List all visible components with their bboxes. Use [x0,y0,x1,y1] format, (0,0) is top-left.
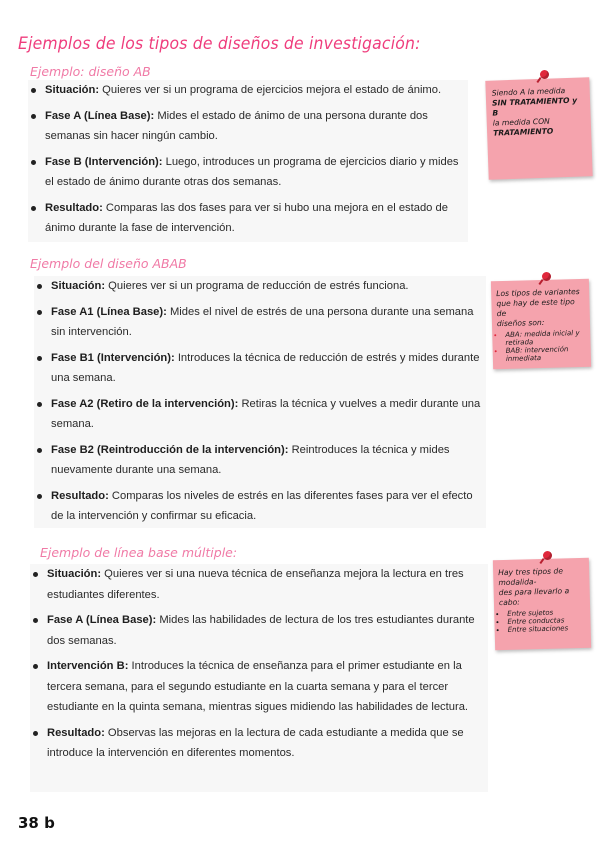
list-item: Intervención B: Introduces la técnica de enseñanza para el primer estudiante en la tercera semana, para el segundo estudiante en la cuarta semana y para el tercer estudiante en la quinta semana, mientras sigues midiendo las habilidades de lectura. [30,656,488,718]
list-item: Fase A (Línea Base): Mides el estado de ánimo de una persona durante dos semanas sin hacer ningún cambio. [28,106,468,147]
section-ab [28,80,468,242]
note-line: Siendo A la medida [491,86,566,98]
list-item: Fase A1 (Línea Base): Mides el nivel de estrés de una persona durante una semana sin intervención. [34,302,486,343]
pushpin-icon [543,551,552,560]
section-heading-ab: Ejemplo: diseño AB [30,64,151,79]
note-line: TRATAMIENTO [492,126,554,138]
list-item: Fase A2 (Retiro de la intervención): Retiras la técnica y vuelves a medir durante una semana. [34,394,486,435]
note-line: des para llevarlo a cabo: [498,586,570,608]
pushpin-icon [540,70,549,79]
list-item: Resultado: Observas las mejoras en la lectura de cada estudiante a medida que se introduce la intervención en diferentes momentos. [30,723,488,764]
list-item: Fase B2 (Reintroducción de la intervención): Reintroduces la técnica y mides nuevamente durante una semana. [34,440,486,481]
note-line: SIN TRATAMIENTO y B [491,95,578,118]
note-line: diseños son: [496,317,545,329]
note-line: la medida CON [492,116,550,128]
note-bullet: • Entre conductas [507,616,585,626]
section-heading-abab: Ejemplo del diseño ABAB [30,256,187,271]
list-item: Situación: Quieres ver si un programa de ejercicios mejora el estado de ánimo. [28,80,468,101]
page-number: 38 b [18,814,55,832]
note-bullet: • BAB: intervención inmediata [506,345,586,363]
sticky-note-abab [491,279,591,370]
note-bullet: • Entre sujetos [507,608,585,618]
note-line: que hay de este tipo de [496,297,575,319]
note-bullet: • ABA: medida inicial y retirada [505,329,585,347]
section-abab [34,276,486,528]
page-title: Ejemplos de los tipos de diseños de investigación: [18,34,421,54]
list-item: Situación: Quieres ver si un programa de reducción de estrés funciona. [34,276,486,297]
list-item: Resultado: Comparas los niveles de estrés en las diferentes fases para ver el efecto de la intervención y confirmar su eficacia. [34,486,486,527]
list-item: Resultado: Comparas las dos fases para ver si hubo una mejora en el estado de ánimo durante la fase de intervención. [28,198,468,239]
sticky-note-multiple-baseline [493,558,591,650]
pushpin-icon [542,272,551,281]
list-item: Fase B (Intervención): Luego, introduces un programa de ejercicios diario y mides el estado de ánimo durante otras dos semanas. [28,152,468,193]
note-bullet: • Entre situaciones [508,624,586,634]
list-item: Situación: Quieres ver si una nueva técnica de enseñanza mejora la lectura en tres estudiantes diferentes. [30,564,488,605]
list-item: Fase A (Línea Base): Mides las habilidades de lectura de los tres estudiantes durante dos semanas. [30,610,488,651]
note-line: Los tipos de variantes [496,286,580,299]
section-multiple-baseline [30,564,488,792]
list-item: Fase B1 (Intervención): Introduces la técnica de reducción de estrés y mides durante una semana. [34,348,486,389]
note-line: Hay tres tipos de modalida- [498,566,564,588]
section-heading-multiple-baseline: Ejemplo de línea base múltiple: [40,545,238,560]
sticky-note-ab [485,77,592,180]
